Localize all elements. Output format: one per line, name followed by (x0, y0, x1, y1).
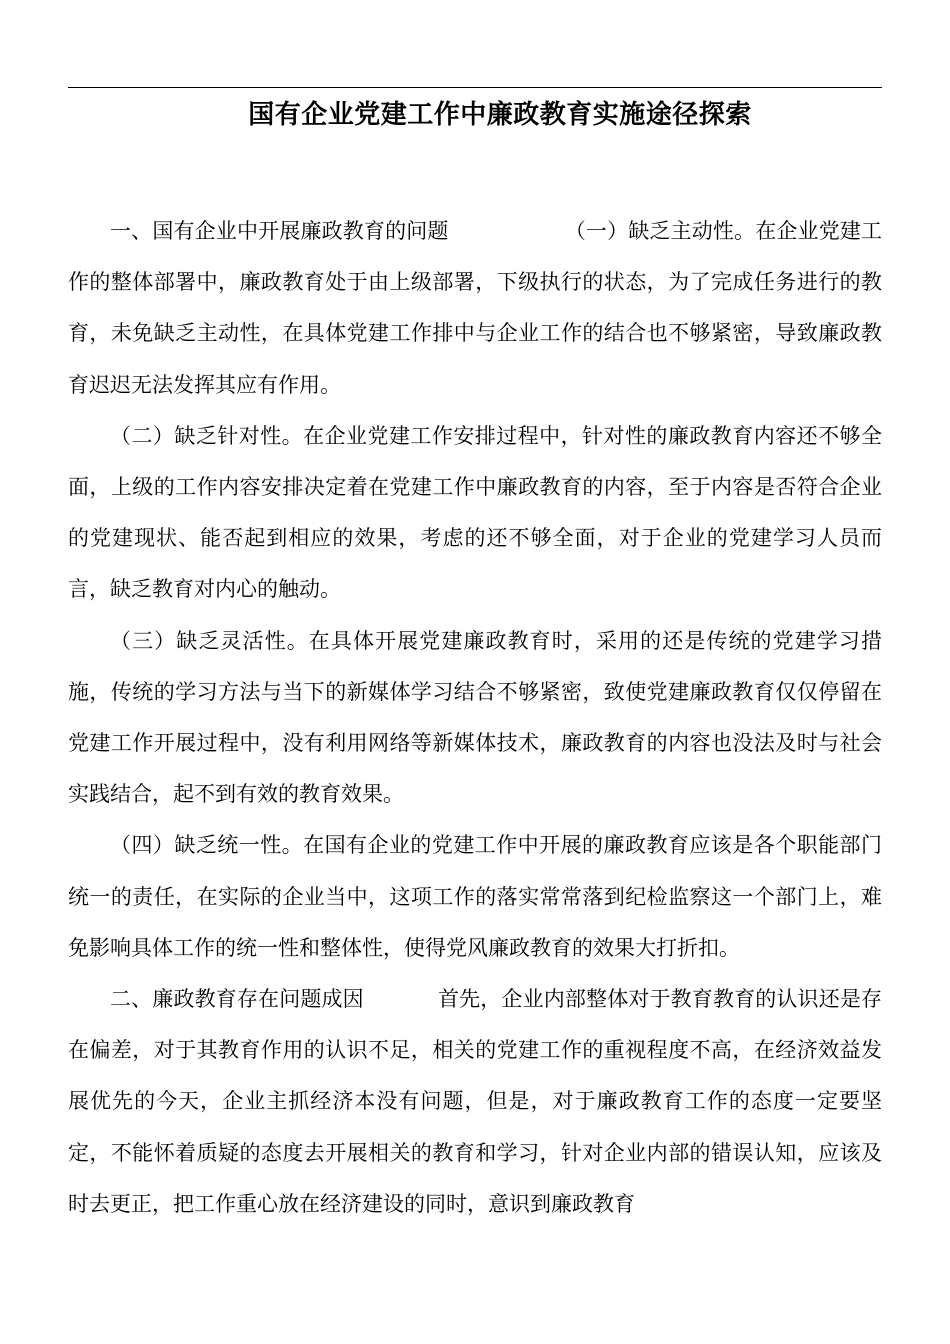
paragraph-text: （三）缺乏灵活性。在具体开展党建廉政教育时，采用的还是传统的党建学习措施，传统的学习方法与当下的新媒体学习结合不够紧密，致使党建廉政教育仅仅停留在党建工作开展过程中，没有利用网络等新媒体技术，廉政教育的内容也没法及时与社会实践结合，起不到有效的教育效果。 (68, 628, 882, 807)
header-rule (68, 87, 882, 88)
paragraph-2 (68, 411, 882, 616)
paragraph-text: （二）缺乏针对性。在企业党建工作安排过程中，针对性的廉政教育内容还不够全面，上级的工作内容安排决定着在党建工作中廉政教育的内容，至于内容是否符合企业的党建现状、能否起到相应的效果，考虑的还不够全面，对于企业的党建学习人员而言，缺乏教育对内心的触动。 (68, 423, 882, 602)
paragraph-5 (68, 974, 882, 1230)
section-heading-1: 一、国有企业中开展廉政教育的问题 (110, 219, 449, 243)
section-heading-2: 二、廉政教育存在问题成因 (110, 987, 364, 1012)
paragraph-3 (68, 616, 882, 821)
document-title: 国有企业党建工作中廉政教育实施途径探索 (248, 100, 752, 130)
document-body (68, 206, 882, 1230)
paragraph-text: （一）缺乏主动性。在企业党建工作的整体部署中，廉政教育处于由上级部署，下级执行的状态，为了完成任务进行的教育，未免缺乏主动性，在具体党建工作排中与企业工作的结合也不够紧密，导致廉政教育迟迟无法发挥其应有作用。 (68, 219, 883, 397)
paragraph-text: （四）缺乏统一性。在国有企业的党建工作中开展的廉政教育应该是各个职能部门统一的责任，在实际的企业当中，这项工作的落实常常落到纪检监察这一个部门上，难免影响具体工作的统一性和整体性，使得党风廉政教育的效果大打折扣。 (68, 833, 882, 960)
paragraph-text: 首先，企业内部整体对于教育教育的认识还是存在偏差，对于其教育作用的认识不足，相关的党建工作的重视程度不高，在经济效益发展优先的今天，企业主抓经济本没有问题，但是，对于廉政教育工作的态度一定要坚定，不能怀着质疑的态度去开展相关的教育和学习，针对企业内部的错误认知，应该及时去更正，把工作重心放在经济建设的同时，意识到廉政教育 (68, 987, 883, 1216)
paragraph-1 (68, 206, 882, 411)
paragraph-4 (68, 820, 882, 974)
